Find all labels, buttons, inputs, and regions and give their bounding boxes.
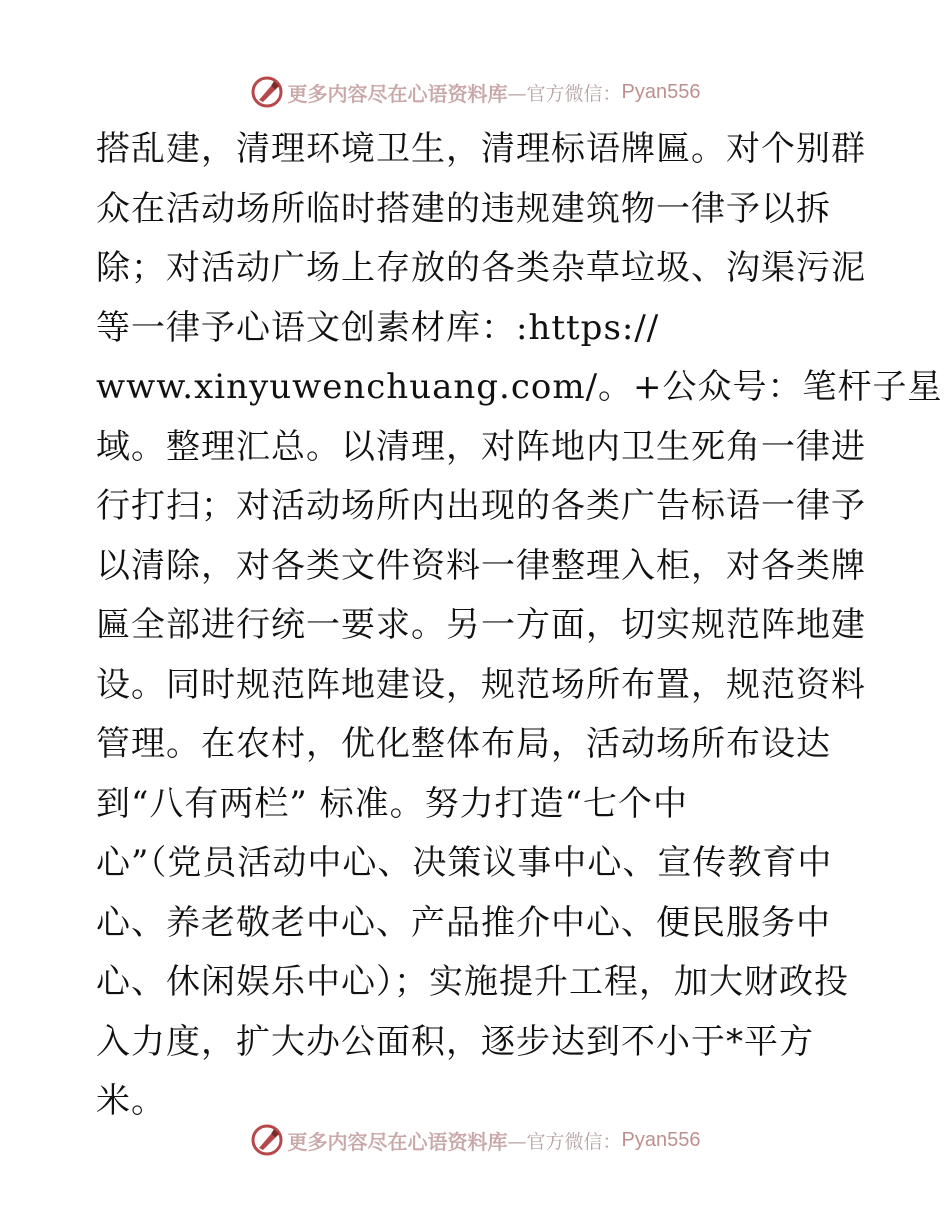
watermark-sub-text: —官方微信： [507,1130,622,1153]
body-line: 管理。在农村，优化整体布局，活动场所布设达 [96,724,831,764]
body-line: 以清除，对各类文件资料一律整理入柜，对各类牌 [96,545,866,586]
watermark-main-text: 更多内容尽在心语资料库 [287,81,508,106]
body-line: 入力度，扩大办公面积，逐步达到不小于*平方 [96,1021,814,1062]
body-line: 除；对活动广场上存放的各类杂草垃圾、沟渠污泥 [96,248,866,288]
watermark-wechat-id: Pyan556 [621,1128,701,1151]
watermark-main-text: 更多内容尽在心语资料库 [287,1129,508,1154]
header-watermark [0,72,950,112]
body-line: 心、休闲娱乐中心）；实施提升工程，加大财政投 [96,962,849,1002]
body-line: 匾全部进行统一要求。另一方面，切实规范阵地建 [96,605,866,645]
watermark-sub-text: —官方微信： [507,82,622,105]
body-line: 搭乱建，清理环境卫生，清理标语牌匾。对个别群 [96,129,866,169]
body-line: 心”（党员活动中心、决策议事中心、宣传教育中 [96,843,833,883]
body-line: 到“八有两栏” 标准。努力打造“七个中 [96,783,688,824]
body-line: 心、养老敬老中心、产品推介中心、便民服务中 [96,902,831,943]
pen-nib-logo-icon [250,75,284,109]
body-line: 米。 [96,1081,166,1121]
body-line: 等一律予心语文创素材库：:https:// [96,307,660,348]
footer-watermark [0,1120,950,1160]
body-line: www.xinyuwenchuang.com/。+公众号：笔杆子星 [96,367,943,407]
watermark-wechat-id: Pyan556 [621,80,701,103]
body-line: 设。同时规范阵地建设，规范场所布置，规范资料 [96,664,866,705]
body-line: 众在活动场所临时搭建的违规建筑物一律予以拆 [96,188,831,229]
body-line: 域。整理汇总。以清理，对阵地内卫生死角一律进 [96,426,866,467]
document-body [96,120,943,1132]
pen-nib-logo-icon [250,1123,284,1157]
body-line: 行打扫；对活动场所内出现的各类广告标语一律予 [96,486,866,526]
